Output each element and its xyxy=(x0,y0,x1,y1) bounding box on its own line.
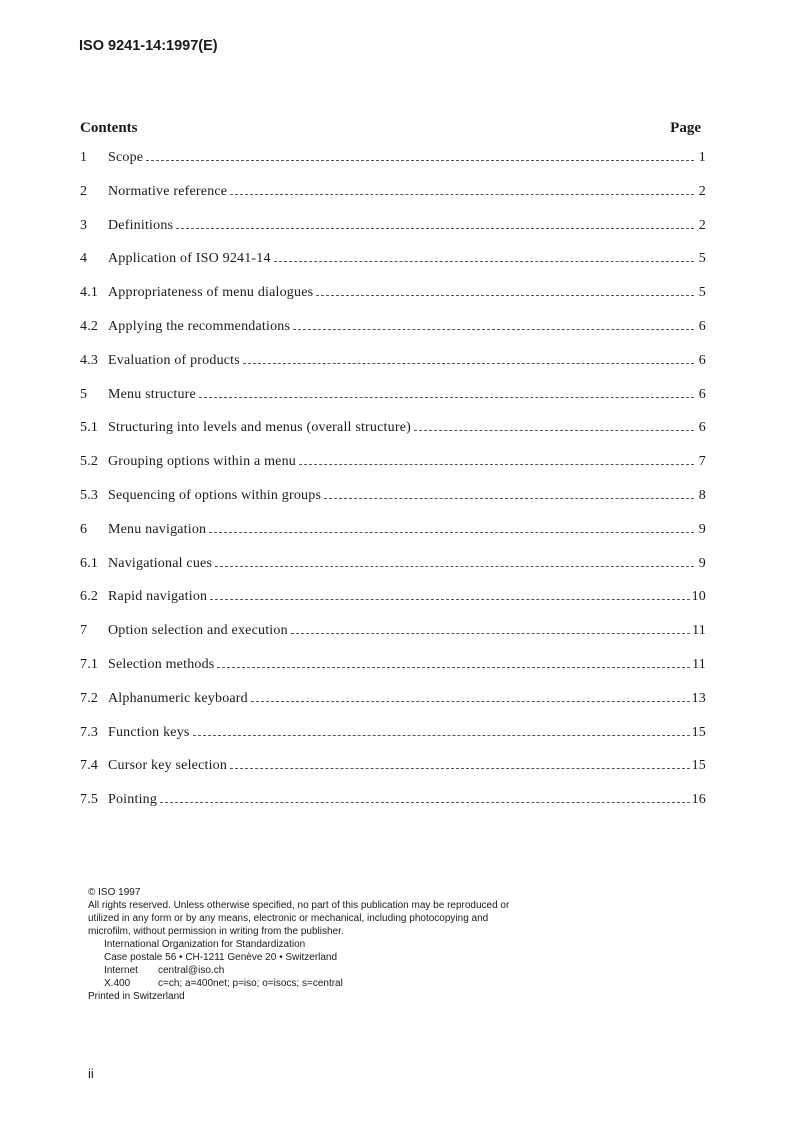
toc-entry-title: Pointing xyxy=(108,792,158,808)
toc-entry-page: 10 xyxy=(691,589,706,605)
toc-entry-number: 1 xyxy=(80,150,88,165)
toc-entry-number: 4.2 xyxy=(80,319,99,334)
toc-entry-page: 6 xyxy=(698,386,706,402)
rights-text-3: microfilm, without permission in writing from the publisher. xyxy=(88,926,344,937)
toc-entry-page: 6 xyxy=(698,420,706,436)
toc-dot-leader xyxy=(215,565,694,567)
toc-entry-page: 13 xyxy=(691,690,706,706)
toc-entry-page: 9 xyxy=(698,555,706,571)
toc-entry xyxy=(80,522,706,542)
toc-entry xyxy=(80,691,706,711)
toc-entry-title: Option selection and execution xyxy=(108,623,288,639)
toc-entry-page: 6 xyxy=(698,319,706,334)
toc-dot-leader xyxy=(146,159,694,161)
organization-address: Case postale 56 • CH-1211 Genève 20 • Switzerland xyxy=(104,952,338,963)
toc-entry-number: 7.3 xyxy=(80,724,99,740)
toc-dot-leader xyxy=(230,193,694,195)
toc-entry xyxy=(80,556,706,576)
toc-dot-leader xyxy=(324,497,694,499)
toc-entry xyxy=(80,792,706,812)
toc-entry xyxy=(80,319,706,339)
toc-entry-number: 7.5 xyxy=(80,792,99,808)
toc-entry-number: 6 xyxy=(80,521,88,537)
toc-entry-page: 5 xyxy=(698,285,706,301)
toc-entry-title: Application of ISO 9241-14 xyxy=(108,251,271,267)
toc-entry-number: 5.2 xyxy=(80,454,99,470)
contents-title: Contents xyxy=(80,120,138,136)
toc-entry-number: 4.1 xyxy=(80,285,99,301)
toc-entry-page: 5 xyxy=(698,251,706,267)
toc-entry-title: Definitions xyxy=(108,217,174,233)
internet-address: central@iso.ch xyxy=(158,965,225,976)
x400-address: c=ch; a=400net; p=iso; o=isocs; s=central xyxy=(158,978,343,989)
toc-entry-number: 3 xyxy=(80,217,88,233)
toc-entry xyxy=(80,454,706,474)
toc-entry-page: 15 xyxy=(691,758,706,774)
toc-dot-leader xyxy=(414,429,694,431)
internet-label: Internet xyxy=(104,965,138,976)
toc-entry xyxy=(80,387,706,407)
toc-entry-page: 9 xyxy=(698,521,706,537)
toc-entry-number: 2 xyxy=(80,183,88,199)
toc-entry-page: 15 xyxy=(691,724,706,740)
x400-label: X.400 xyxy=(104,978,131,989)
copyright-notice: © ISO 1997 xyxy=(88,887,141,898)
toc-entry-page: 2 xyxy=(698,217,706,233)
document-id: ISO 9241-14:1997(E) xyxy=(79,38,218,54)
toc-entry xyxy=(80,218,706,238)
toc-entry xyxy=(80,184,706,204)
toc-dot-leader xyxy=(199,396,694,398)
toc-dot-leader xyxy=(293,328,694,330)
toc-dot-leader xyxy=(299,463,694,465)
toc-entry xyxy=(80,725,706,745)
toc-entry xyxy=(80,353,706,373)
toc-entry-number: 7.1 xyxy=(80,657,99,672)
toc-dot-leader xyxy=(160,801,690,803)
toc-entry xyxy=(80,420,706,440)
toc-entry-number: 7.4 xyxy=(80,758,99,774)
toc-entry-title: Scope xyxy=(108,150,144,165)
toc-dot-leader xyxy=(193,734,690,736)
toc-entry-title: Appropriateness of menu dialogues xyxy=(108,285,314,301)
organization-name: International Organization for Standardization xyxy=(104,939,306,950)
toc-entry-number: 5 xyxy=(80,386,88,402)
toc-entry-page: 7 xyxy=(698,454,706,470)
printed-in: Printed in Switzerland xyxy=(88,991,185,1002)
toc-entry-number: 5.1 xyxy=(80,420,99,436)
toc-dot-leader xyxy=(217,666,690,668)
toc-entry xyxy=(80,758,706,778)
toc-entry xyxy=(80,150,706,170)
toc-entry xyxy=(80,285,706,305)
toc-entry-title: Selection methods xyxy=(108,657,215,672)
toc-entry-page: 1 xyxy=(698,150,706,165)
toc-entry xyxy=(80,657,706,677)
page-column-label: Page xyxy=(670,120,701,136)
toc-entry xyxy=(80,589,706,609)
toc-entry-title: Navigational cues xyxy=(108,555,213,571)
rights-text-1: All rights reserved. Unless otherwise specified, no part of this publication may be reproduced or xyxy=(88,900,510,911)
toc-dot-leader xyxy=(230,767,690,769)
toc-entry xyxy=(80,623,706,643)
toc-entry-number: 7.2 xyxy=(80,690,99,706)
toc-entry-title: Menu navigation xyxy=(108,521,207,537)
toc-entry-title: Grouping options within a menu xyxy=(108,454,296,470)
x400-line xyxy=(88,977,553,990)
toc-entry-title: Evaluation of products xyxy=(108,352,240,368)
toc-entry-page: 2 xyxy=(698,183,706,199)
toc-dot-leader xyxy=(209,531,694,533)
toc-entry-number: 6.2 xyxy=(80,589,99,605)
toc-entry-title: Rapid navigation xyxy=(108,589,208,605)
rights-text-2: utilized in any form or by any means, electronic or mechanical, including photocopying and xyxy=(88,913,489,924)
toc-entry-title: Function keys xyxy=(108,724,190,740)
page-number: ii xyxy=(88,1066,94,1081)
toc-dot-leader xyxy=(243,362,694,364)
toc-entry-number: 6.1 xyxy=(80,555,99,571)
toc-dot-leader xyxy=(176,227,694,229)
toc-dot-leader xyxy=(210,598,689,600)
toc-entry-title: Menu structure xyxy=(108,386,196,402)
toc-entry-number: 7 xyxy=(80,623,88,639)
toc-dot-leader xyxy=(291,632,690,634)
toc-entry xyxy=(80,488,706,508)
toc-dot-leader xyxy=(316,294,694,296)
toc-entry-title: Applying the recommendations xyxy=(108,319,291,334)
toc-entry-page: 11 xyxy=(692,657,706,672)
internet-line xyxy=(88,964,553,977)
copyright-block xyxy=(88,886,553,1003)
toc-entry-title: Sequencing of options within groups xyxy=(108,488,322,503)
contents-heading xyxy=(80,120,701,137)
toc-dot-leader xyxy=(274,260,694,262)
toc-entry-page: 8 xyxy=(698,488,706,503)
toc-entry-number: 4.3 xyxy=(80,352,99,368)
toc-entry-page: 16 xyxy=(691,792,706,808)
toc-entry-title: Structuring into levels and menus (overall structure) xyxy=(108,420,411,436)
toc-entry-title: Cursor key selection xyxy=(108,758,228,774)
toc-dot-leader xyxy=(251,700,690,702)
toc-entry-number: 4 xyxy=(80,251,88,267)
toc-entry-number: 5.3 xyxy=(80,488,99,503)
toc-entry-title: Alphanumeric keyboard xyxy=(108,690,248,706)
toc-entry xyxy=(80,251,706,271)
toc-entry-page: 11 xyxy=(692,623,706,639)
toc-entry-title: Normative reference xyxy=(108,183,228,199)
toc-entry-page: 6 xyxy=(698,352,706,368)
